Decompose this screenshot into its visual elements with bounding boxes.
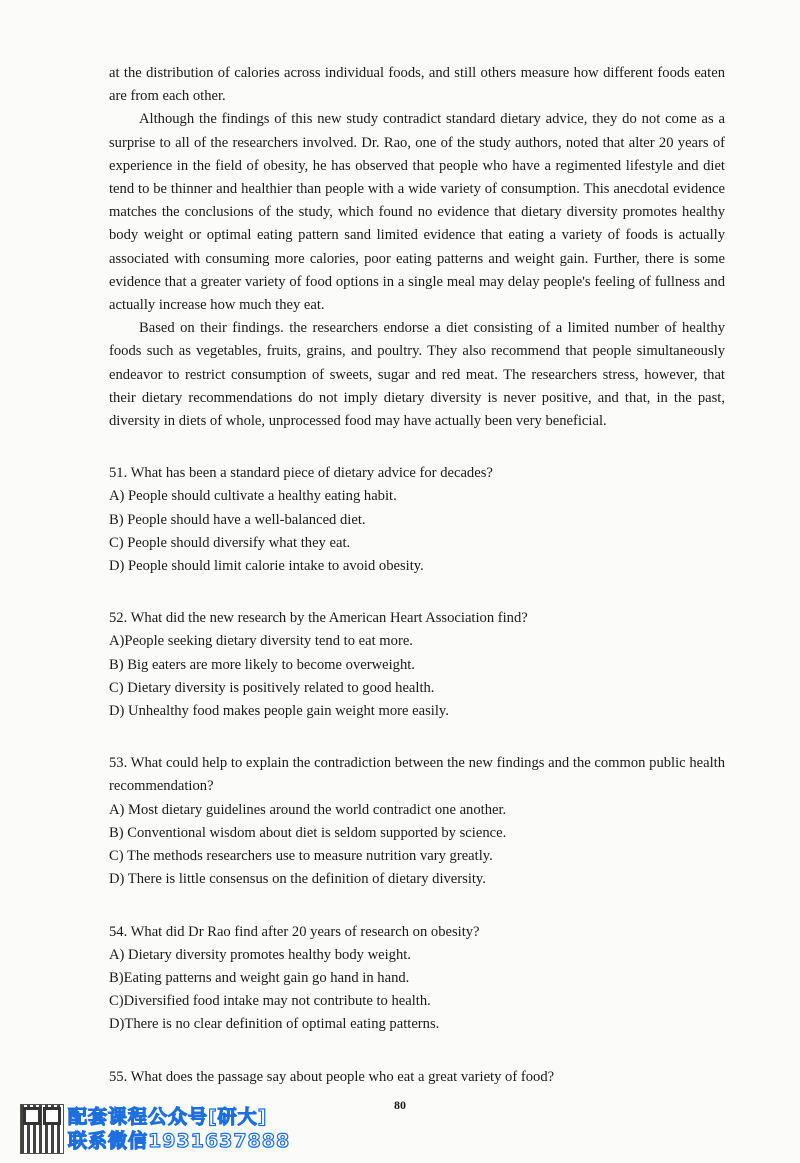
- question-stem: 52. What did the new research by the American Heart Association find?: [109, 610, 528, 627]
- watermark: [20, 1104, 320, 1156]
- option-a: A) People should cultivate a healthy eating habit.: [109, 488, 397, 505]
- option-a: A)People seeking dietary diversity tend to eat more.: [109, 633, 413, 650]
- question-stem: 55. What does the passage say about people who eat a great variety of food?: [109, 1068, 555, 1085]
- passage: [109, 62, 725, 433]
- option-b: B)Eating patterns and weight gain go hand in hand.: [109, 969, 410, 986]
- passage-paragraph: Although the findings of this new study contradict standard dietary advice, they do not come as a surprise to all of the researchers involved. Dr. Rao, one of the study authors, noted that alter 20 years of experience in the field of obesity, he has observed that people who have a regimented lifestyle and diet tend to be thinner and healthier than people with a wide variety of consumption. This anecdotal evidence matches the conclusions of the study, which found no evidence that dietary diversity promotes healthy body weight or optimal eating pattern sand limited evidence that eating a variety of foods is actually associated with consuming more calories, poor eating patterns and weight gain. Further, there is some evidence that a greater variety of food options in a single meal may delay people's feeling of fullness and actually increase how much they eat.: [109, 111, 725, 314]
- passage-paragraph: at the distribution of calories across individual foods, and still others measure how different foods eaten are from each other.: [109, 65, 725, 105]
- page-number: 80: [394, 1098, 406, 1112]
- option-c: C) The methods researchers use to measure nutrition vary greatly.: [109, 848, 493, 865]
- option-d: D) There is little consensus on the definition of dietary diversity.: [109, 871, 486, 888]
- option-c: C)Diversified food intake may not contribute to health.: [109, 993, 431, 1010]
- option-a: A) Most dietary guidelines around the world contradict one another.: [109, 801, 507, 818]
- question-stem: 54. What did Dr Rao find after 20 years of research on obesity?: [109, 923, 480, 940]
- option-c: C) Dietary diversity is positively related to good health.: [109, 679, 435, 696]
- question-stem: 53. What could help to explain the contradiction between the new findings and the common public health recommendation?: [109, 755, 725, 795]
- option-d: D)There is no clear definition of optimal eating patterns.: [109, 1016, 440, 1033]
- qr-code-icon: [20, 1104, 64, 1154]
- option-a: A) Dietary diversity promotes healthy body weight.: [109, 946, 411, 963]
- option-c: C) People should diversify what they eat.: [109, 534, 351, 551]
- watermark-line-1: 配套课程公众号[研大]: [68, 1106, 268, 1128]
- question-stem: 51. What has been a standard piece of dietary advice for decades?: [109, 465, 493, 482]
- question-53: [109, 752, 725, 891]
- option-b: B) Conventional wisdom about diet is seldom supported by science.: [109, 824, 507, 841]
- question-55: [109, 1066, 725, 1089]
- question-54: [109, 921, 725, 1037]
- passage-paragraph: Based on their findings. the researchers endorse a diet consisting of a limited number of healthy foods such as vegetables, fruits, grains, and poultry. They also recommend that people simultaneously endeavor to restrict consumption of sweets, sugar and red meat. The researchers stress, however, that their dietary recommendations do not imply dietary diversity is never positive, and that, in the past, diversity in diets of whole, unprocessed food may have actually been very beneficial.: [109, 320, 725, 430]
- question-51: [109, 462, 725, 578]
- question-52: [109, 607, 725, 723]
- option-d: D) People should limit calorie intake to avoid obesity.: [109, 558, 424, 575]
- option-b: B) People should have a well-balanced diet.: [109, 511, 366, 528]
- option-b: B) Big eaters are more likely to become overweight.: [109, 656, 415, 673]
- watermark-line-2: 联系微信1931637888: [68, 1130, 291, 1152]
- option-d: D) Unhealthy food makes people gain weight more easily.: [109, 703, 449, 720]
- page-content: [109, 62, 725, 1089]
